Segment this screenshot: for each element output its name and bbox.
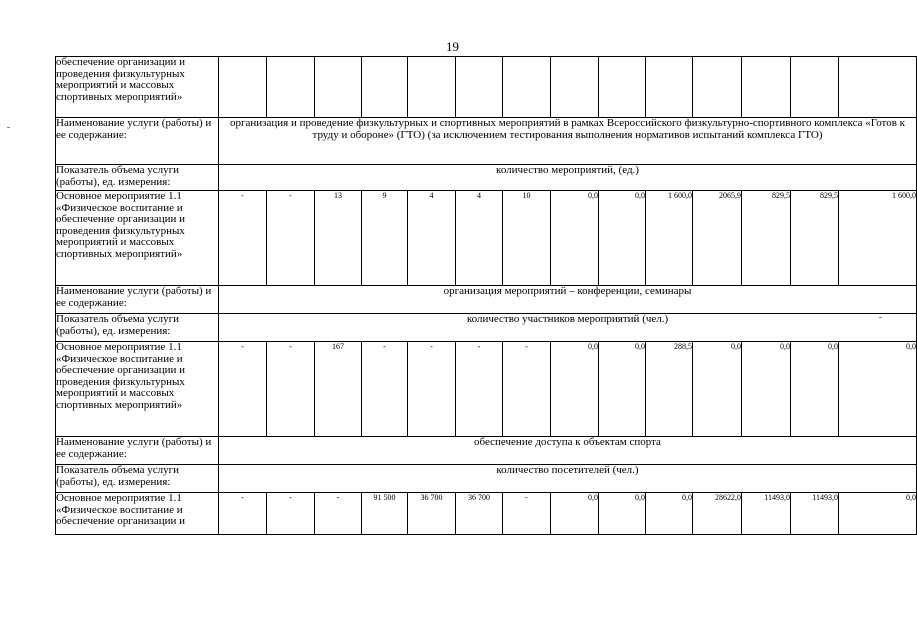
section-row <box>56 286 917 314</box>
value-cell <box>599 57 646 118</box>
value-cell: 4 <box>408 191 456 286</box>
value-cell <box>693 57 742 118</box>
value-cell: - <box>315 493 362 535</box>
data-row <box>56 191 917 286</box>
value-cell: - <box>219 493 267 535</box>
value-cell: 11493,0 <box>791 493 839 535</box>
data-row <box>56 342 917 437</box>
value-cell <box>791 57 839 118</box>
value-cell: - <box>503 493 551 535</box>
row-label: Основное мероприятие 1.1 «Физическое воспитание и обеспечение организации и <box>56 493 219 535</box>
value-cell: - <box>267 191 315 286</box>
value-cell: 0,0 <box>599 342 646 437</box>
value-cell: 1 600,0 <box>646 191 693 286</box>
value-cell: - <box>219 342 267 437</box>
scan-mark <box>7 127 10 128</box>
row-label: Наименование услуги (работы) и ее содержание: <box>56 437 219 465</box>
section-row <box>56 437 917 465</box>
page-number: 19 <box>446 39 459 54</box>
value-cell: 829,5 <box>791 191 839 286</box>
value-cell: - <box>408 342 456 437</box>
value-cell <box>219 57 267 118</box>
value-cell: 0,0 <box>791 342 839 437</box>
value-cell: 0,0 <box>551 493 599 535</box>
value-cell: - <box>503 342 551 437</box>
section-row <box>56 118 917 165</box>
value-cell: - <box>267 342 315 437</box>
section-row <box>56 314 917 342</box>
value-cell <box>456 57 503 118</box>
value-cell: 36 700 <box>456 493 503 535</box>
row-label: Наименование услуги (работы) и ее содержание: <box>56 118 219 165</box>
row-label: Основное мероприятие 1.1 «Физическое воспитание и обеспечение организации и проведения физкультурных мероприятий и массовых спортивных мероприятий» <box>56 342 219 437</box>
value-cell: 4 <box>456 191 503 286</box>
value-cell: 2065,9 <box>693 191 742 286</box>
section-description: количество мероприятий, (ед.) <box>219 165 917 191</box>
section-description: обеспечение доступа к объектам спорта <box>219 437 917 465</box>
row-label: Наименование услуги (работы) и ее содержание: <box>56 286 219 314</box>
value-cell: 9 <box>362 191 408 286</box>
value-cell: 0,0 <box>599 191 646 286</box>
value-cell <box>742 57 791 118</box>
program-table <box>55 56 917 535</box>
value-cell: 829,5 <box>742 191 791 286</box>
section-row <box>56 465 917 493</box>
section-row <box>56 165 917 191</box>
value-cell: 0,0 <box>693 342 742 437</box>
value-cell <box>267 57 315 118</box>
row-label: Основное мероприятие 1.1 «Физическое воспитание и обеспечение организации и проведения физкультурных мероприятий и массовых спортивных мероприятий» <box>56 191 219 286</box>
value-cell: 91 500 <box>362 493 408 535</box>
value-cell <box>362 57 408 118</box>
value-cell: 288,5 <box>646 342 693 437</box>
section-description: количество посетителей (чел.) <box>219 465 917 493</box>
data-row <box>56 493 917 535</box>
value-cell <box>551 57 599 118</box>
value-cell: 13 <box>315 191 362 286</box>
value-cell <box>839 57 917 118</box>
row-label: обеспечение организации и проведения физкультурных мероприятий и массовых спортивных мероприятий» <box>56 57 219 118</box>
value-cell: 11493,0 <box>742 493 791 535</box>
value-cell: 10 <box>503 191 551 286</box>
value-cell: 0,0 <box>646 493 693 535</box>
section-description: организация и проведение физкультурных и спортивных мероприятий в рамках Всероссийского физкультурно-спортивного комплекса «Готов к труду и обороне» (ГТО) (за исключением тестирования выполнения нормативов испытаний комплекса ГТО) <box>219 118 917 165</box>
value-cell <box>646 57 693 118</box>
value-cell: - <box>267 493 315 535</box>
scan-mark <box>879 317 882 318</box>
value-cell: 0,0 <box>742 342 791 437</box>
value-cell: - <box>219 191 267 286</box>
row-label: Показатель объема услуги (работы), ед. измерения: <box>56 314 219 342</box>
value-cell <box>408 57 456 118</box>
value-cell: 1 600,0 <box>839 191 917 286</box>
value-cell: 36 700 <box>408 493 456 535</box>
value-cell: 0,0 <box>839 342 917 437</box>
value-cell <box>503 57 551 118</box>
value-cell: 0,0 <box>551 191 599 286</box>
value-cell: 28622,0 <box>693 493 742 535</box>
value-cell: - <box>456 342 503 437</box>
section-description: организация мероприятий – конференции, семинары <box>219 286 917 314</box>
data-row <box>56 57 917 118</box>
value-cell <box>315 57 362 118</box>
row-label: Показатель объема услуги (работы), ед. измерения: <box>56 165 219 191</box>
value-cell: 0,0 <box>839 493 917 535</box>
value-cell: 0,0 <box>551 342 599 437</box>
value-cell: 0,0 <box>599 493 646 535</box>
value-cell: - <box>362 342 408 437</box>
section-description: количество участников мероприятий (чел.) <box>219 314 917 342</box>
value-cell: 167 <box>315 342 362 437</box>
row-label: Показатель объема услуги (работы), ед. измерения: <box>56 465 219 493</box>
